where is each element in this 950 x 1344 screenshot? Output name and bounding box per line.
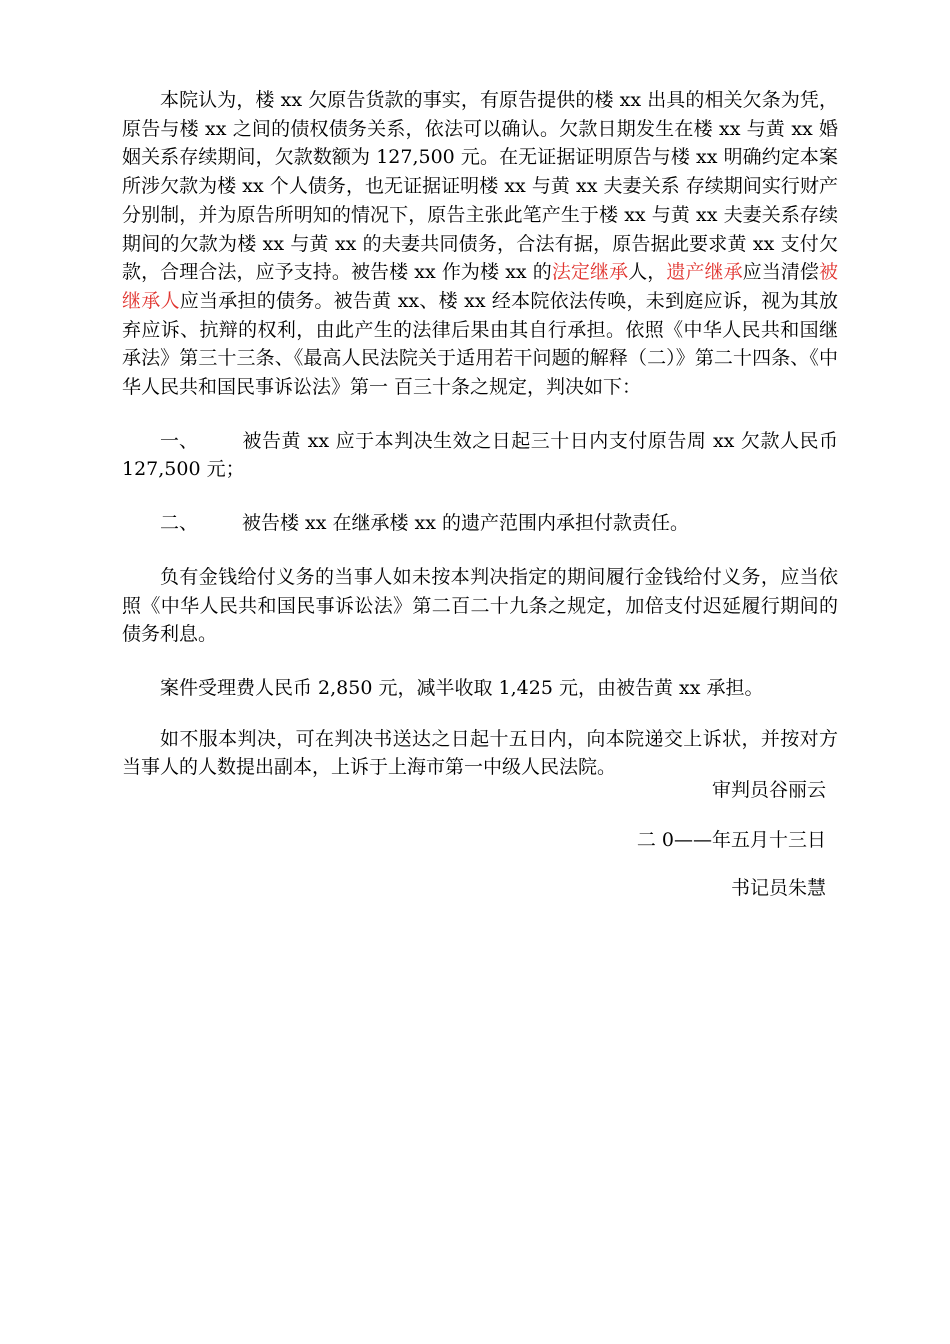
reasoning-paragraph [122, 86, 838, 402]
reasoning-text-3: 应当清偿 [742, 261, 819, 284]
item-text: 被告黄 xx 应于本判决生效之日起三十日内支付原告周 xx 欠款人民币 127,500 元； [122, 429, 838, 481]
item-number: 二、 [160, 512, 199, 535]
appeal-paragraph: 如不服本判决，可在判决书送达之日起十五日内，向本院递交上诉状，并按对方当事人的人数提出副本，上诉于上海市第一中级人民法院。 [122, 727, 838, 779]
item-text: 被告楼 xx 在继承楼 xx 的遗产范围内承担付款责任。 [242, 512, 690, 535]
reasoning-text-2: 人， [628, 261, 667, 284]
decedent-link[interactable]: 被继承人 [122, 261, 838, 312]
judgment-body [122, 86, 838, 807]
statutory-inheritance-link[interactable]: 法定继承 [551, 261, 629, 284]
judgment-item-1 [122, 427, 838, 484]
court-fee-paragraph: 案件受理费人民币 2,850 元，减半收取 1,425 元，由被告黄 xx 承担。 [160, 676, 764, 699]
reasoning-text-4: 应当承担的债务。被告黄 xx、楼 xx 经本院依法传唤，未到庭应诉，视为其放弃应诉、抗辩的权利，由此产生的法律后果由其自行承担。依照《中华人民共和国继承法》第三十三条、《最高人民法院关于适用若干问题的解释（二）》第二十四条、《中华人民共和国民事诉讼法》第一 百三十条之规定，判决如下： [122, 289, 838, 399]
judgment-date: 二 0——年五月十三日 [636, 829, 826, 851]
reasoning-text-1: 本院认为，楼 xx 欠原告货款的事实，有原告提供的楼 xx 出具的相关欠条为凭，原告与楼 xx 之间的债权债务关系，依法可以确认。欠款日期发生在楼 xx 与黄 xx 婚姻关系存续期间，欠款数额为 127,500 元。在无证据证明原告与楼 xx 明确约定本案所涉欠款为楼 xx 个人债务，也无证据证明楼 xx 与黄 xx 夫妻关系 存续期间实行财产分别制，并为原告所明知的情况下，原告主张此笔产生于楼 xx 与黄 xx 夫妻关系存续期间的欠款为楼 xx 与黄 xx 的夫妻共同债务，合法有据，原告据此要求黄 xx 支付欠款，合理合法，应予支持。被告楼 xx 作为楼 xx 的 [122, 89, 838, 284]
estate-inheritance-link[interactable]: 遗产继承 [666, 261, 743, 284]
judge-signature: 审判员谷丽云 [711, 779, 826, 801]
item-number: 一、 [160, 429, 199, 452]
clerk-signature: 书记员朱慧 [730, 877, 826, 899]
judgment-item-2 [122, 509, 838, 538]
payment-obligation-paragraph: 负有金钱给付义务的当事人如未按本判决指定的期间履行金钱给付义务，应当依照《中华人民共和国民事诉讼法》第二百二十九条之规定，加倍支付迟延履行期间的债务利息。 [122, 565, 838, 646]
